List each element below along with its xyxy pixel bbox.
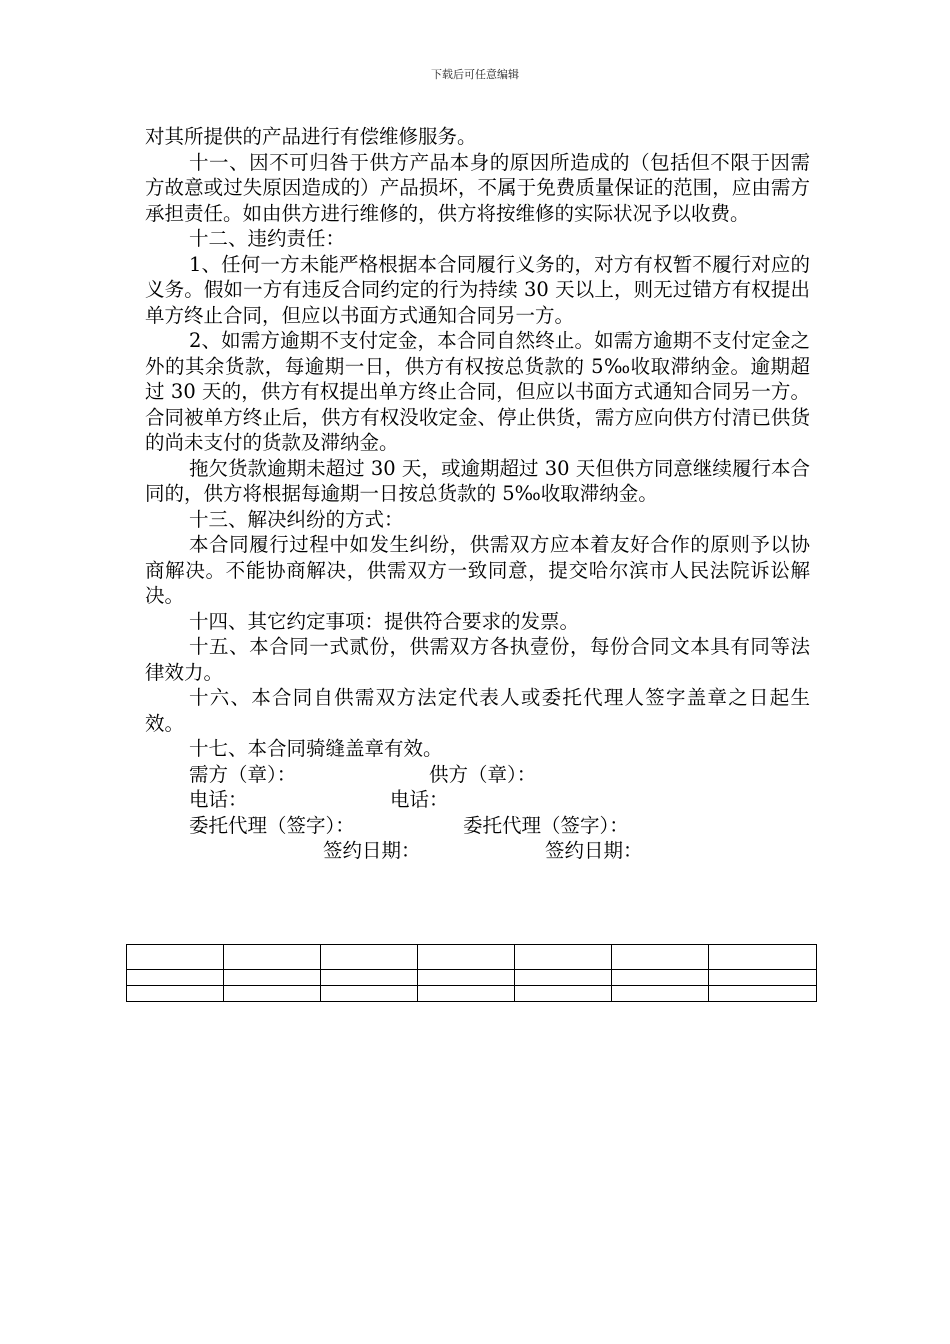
table-row bbox=[127, 945, 817, 970]
buyer-date-label: 签约日期： bbox=[323, 839, 421, 862]
table-cell bbox=[127, 970, 224, 986]
table-cell bbox=[612, 970, 709, 986]
buyer-phone-label: 电话： bbox=[189, 788, 248, 811]
signature-phone-row bbox=[145, 787, 810, 813]
clause-12-late-payment: 拖欠货款逾期未超过 30 天，或逾期超过 30 天但供方同意继续履行本合同的，供方将根据每逾期一日按总货款的 5‰收取滞纳金。 bbox=[145, 456, 810, 505]
clause-13-heading: 十三、解决纠纷的方式： bbox=[189, 507, 404, 531]
table-cell bbox=[515, 945, 612, 970]
table-cell bbox=[127, 945, 224, 970]
clause-14: 十四、其它约定事项：提供符合要求的发票。 bbox=[189, 609, 580, 633]
clause-12-item-2: 2、如需方逾期不支付定金，本合同自然终止。如需方逾期不支付定金之外的其余货款，每逾期一日，供方有权按总货款的 5‰收取滞纳金。逾期超过 30 天的，供方有权提出单方终止合同，但应以书面方式通知合同另一方。合同被单方终止后，供方有权没收定金、停止供货，需方应向供方付清已供货的尚未支付的货款及滞纳金。 bbox=[145, 329, 810, 454]
table-cell bbox=[515, 970, 612, 986]
clause-13-body: 本合同履行过程中如发生纠纷，供需双方应本着友好合作的原则予以协商解决。不能协商解决，供需双方一致同意，提交哈尔滨市人民法院诉讼解决。 bbox=[145, 533, 810, 607]
table-cell bbox=[418, 986, 515, 1002]
signature-date-row bbox=[145, 838, 810, 864]
blank-table bbox=[126, 944, 817, 1002]
supplier-date-label: 签约日期： bbox=[545, 839, 643, 862]
table-cell bbox=[224, 970, 321, 986]
table-cell bbox=[709, 945, 817, 970]
buyer-agent-label: 委托代理（签字）： bbox=[189, 813, 355, 837]
table-row bbox=[127, 986, 817, 1002]
table-cell bbox=[709, 986, 817, 1002]
buyer-seal-label: 需方（章）： bbox=[189, 762, 297, 786]
table-cell bbox=[709, 970, 817, 986]
clause-16: 十六、本合同自供需双方法定代表人或委托代理人签字盖章之日起生效。 bbox=[145, 686, 810, 735]
table-cell bbox=[418, 970, 515, 986]
table-cell bbox=[612, 986, 709, 1002]
table-cell bbox=[321, 970, 418, 986]
paragraph-repair-service: 对其所提供的产品进行有偿维修服务。 bbox=[145, 125, 477, 148]
signature-agent-row bbox=[145, 813, 810, 839]
clause-11: 十一、因不可归咎于供方产品本身的原因所造成的（包括但不限于因需方故意或过失原因造成的）产品损坏，不属于免费质量保证的范围，应由需方承担责任。如由供方进行维修的，供方将按维修的实际状况予以收费。 bbox=[145, 150, 810, 225]
supplier-agent-label: 委托代理（签字）： bbox=[463, 813, 629, 837]
table-cell bbox=[612, 945, 709, 970]
table-cell bbox=[224, 986, 321, 1002]
table-row bbox=[127, 970, 817, 986]
supplier-seal-label: 供方（章）： bbox=[429, 762, 537, 786]
table-cell bbox=[515, 986, 612, 1002]
table-cell bbox=[127, 986, 224, 1002]
contract-body bbox=[145, 124, 810, 864]
table-cell bbox=[224, 945, 321, 970]
supplier-phone-label: 电话： bbox=[390, 788, 449, 811]
signature-seal-row bbox=[145, 762, 810, 788]
table-cell bbox=[418, 945, 515, 970]
clause-12-item-1: 1、任何一方未能严格根据本合同履行义务的，对方有权暂不履行对应的义务。假如一方有违反合同约定的行为持续 30 天以上，则无过错方有权提出单方终止合同，但应以书面方式通知合同另一方。 bbox=[145, 252, 810, 327]
clause-12-heading: 十二、违约责任： bbox=[189, 227, 346, 250]
clause-15: 十五、本合同一式贰份，供需双方各执壹份，每份合同文本具有同等法律效力。 bbox=[145, 635, 810, 684]
page-header-note: 下载后可任意编辑 bbox=[431, 68, 519, 81]
table-cell bbox=[321, 945, 418, 970]
table-cell bbox=[321, 986, 418, 1002]
clause-17: 十七、本合同骑缝盖章有效。 bbox=[189, 737, 443, 760]
